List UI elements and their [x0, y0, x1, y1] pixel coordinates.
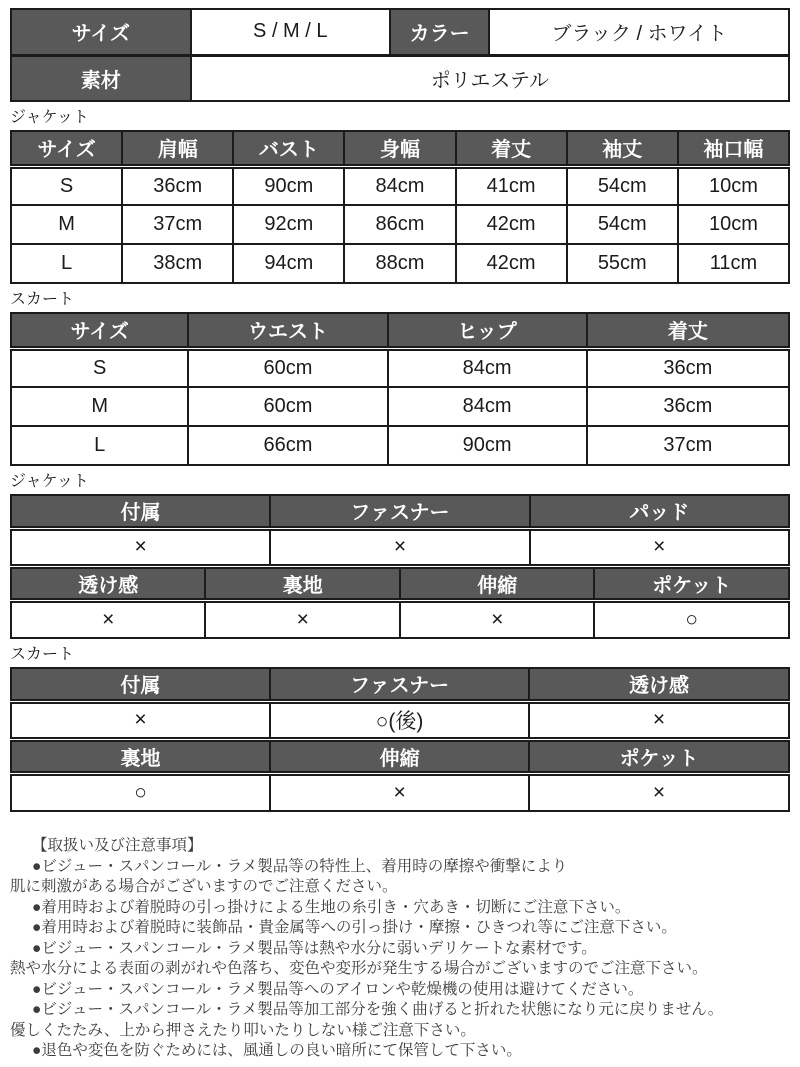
measure-cell: 55cm [567, 244, 678, 283]
measure-cell: 36cm [122, 166, 233, 205]
feature-header-cell: 付属 [11, 495, 270, 528]
material-value-cell: ポリエステル [191, 55, 789, 101]
column-header-cell: ヒップ [388, 313, 587, 348]
column-header-cell: 着丈 [587, 313, 789, 348]
measure-cell: 88cm [344, 244, 455, 283]
measure-cell: 37cm [122, 205, 233, 244]
table-row [11, 166, 789, 205]
table-row [11, 348, 789, 387]
feature-header-cell: 透け感 [11, 566, 205, 600]
measure-cell: 41cm [456, 166, 567, 205]
measure-cell: 42cm [456, 244, 567, 283]
feature-header-cell: ポケット [594, 566, 789, 600]
measure-cell: 90cm [388, 426, 587, 465]
note-line: 肌に刺激がある場合がございますのでご注意ください。 [10, 878, 398, 895]
measure-cell: 66cm [188, 426, 387, 465]
feature-value-cell: × [11, 528, 270, 566]
measure-cell: 84cm [388, 387, 587, 426]
feature-value-cell: × [270, 773, 529, 811]
measure-cell: 60cm [188, 387, 387, 426]
size-cell: L [11, 244, 122, 283]
color-value-cell: ブラック / ホワイト [489, 9, 789, 55]
note-line: 熱や水分による表面の剥がれや色落ち、変色や変形が発生する場合がございますのでご注意下さい。 [10, 960, 708, 977]
size-cell: M [11, 205, 122, 244]
measure-cell: 90cm [233, 166, 344, 205]
feature-value-cell: × [11, 600, 205, 638]
column-header-cell: サイズ [11, 313, 188, 348]
measure-cell: 54cm [567, 166, 678, 205]
measure-cell: 54cm [567, 205, 678, 244]
size-cell: S [11, 348, 188, 387]
feature-header-cell: 伸縮 [270, 739, 529, 773]
measure-cell: 84cm [388, 348, 587, 387]
note-line: ●ビジュー・スパンコール・ラメ製品等は熱や水分に弱いデリケートな素材です。 [32, 939, 597, 957]
measure-cell: 11cm [678, 244, 789, 283]
feature-value-cell: × [530, 528, 789, 566]
measure-cell: 94cm [233, 244, 344, 283]
measure-cell: 37cm [587, 426, 789, 465]
product-spec-table [10, 8, 790, 102]
measure-cell: 38cm [122, 244, 233, 283]
measure-cell: 10cm [678, 205, 789, 244]
measure-cell: 92cm [233, 205, 344, 244]
skirt-features-section-label: スカート [10, 646, 75, 663]
measure-cell: 10cm [678, 166, 789, 205]
skirt-features-table [10, 667, 790, 812]
note-line: ●ビジュー・スパンコール・ラメ製品等加工部分を強く曲げると折れた状態になり元に戻りません。 [32, 1001, 724, 1018]
column-header-cell: 着丈 [456, 131, 567, 166]
skirt-size-section-label: スカート [10, 291, 75, 308]
feature-value-cell: × [400, 600, 594, 638]
color-label-cell: カラー [390, 9, 490, 55]
table-row [11, 426, 789, 465]
jacket-size-table [10, 130, 790, 284]
feature-value-cell: × [529, 701, 789, 739]
feature-header-cell: 伸縮 [400, 566, 594, 600]
note-line: ●着用時および着脱時に装飾品・貴金属等への引っ掛け・摩擦・ひきつれ等にご注意下さい。 [32, 919, 677, 936]
care-notes-title: 【取扱い及び注意事項】 [32, 837, 203, 854]
feature-header-cell: パッド [530, 495, 789, 528]
note-line: ●ビジュー・スパンコール・ラメ製品等へのアイロンや乾燥機の使用は避けてください。 [32, 980, 644, 998]
table-row [11, 528, 789, 566]
measure-cell: 86cm [344, 205, 455, 244]
feature-header-cell: 裏地 [205, 566, 399, 600]
feature-header-cell: ファスナー [270, 495, 529, 528]
size-value-cell: S / M / L [191, 9, 390, 55]
feature-value-cell: ○ [11, 773, 270, 811]
measure-cell: 84cm [344, 166, 455, 205]
measure-cell: 42cm [456, 205, 567, 244]
feature-header-cell: 付属 [11, 668, 270, 701]
table-row [11, 701, 789, 739]
table-row [11, 244, 789, 283]
column-header-cell: サイズ [11, 131, 122, 166]
table-row [11, 387, 789, 426]
material-label-cell: 素材 [11, 55, 191, 101]
note-line: ●ビジュー・スパンコール・ラメ製品等の特性上、着用時の摩擦や衝撃により [32, 857, 568, 875]
note-line: 優しくたたみ、上から押さえたり叩いたりしない様ご注意下さい。 [10, 1021, 476, 1039]
column-header-cell: バスト [233, 131, 344, 166]
jacket-features-table [10, 494, 790, 639]
notes-lines [10, 857, 790, 1062]
jacket-size-section-label: ジャケット [10, 109, 89, 126]
jacket-features-section-label: ジャケット [10, 473, 89, 490]
feature-header-cell: ファスナー [270, 668, 529, 701]
size-label-cell: サイズ [11, 9, 191, 55]
feature-value-cell: × [11, 701, 270, 739]
feature-value-cell: × [205, 600, 399, 638]
feature-value-cell: × [270, 528, 529, 566]
column-header-cell: 袖丈 [567, 131, 678, 166]
feature-header-cell: ポケット [529, 739, 789, 773]
care-notes-section [10, 836, 790, 1062]
measure-cell: 36cm [587, 387, 789, 426]
feature-header-cell: 透け感 [529, 668, 789, 701]
feature-value-cell: ○(後) [270, 701, 529, 739]
column-header-cell: 身幅 [344, 131, 455, 166]
feature-value-cell: ○ [594, 600, 789, 638]
column-header-cell: 袖口幅 [678, 131, 789, 166]
note-line: ●着用時および着脱時の引っ掛けによる生地の糸引き・穴あき・切断にご注意下さい。 [32, 898, 631, 916]
column-header-cell: ウエスト [188, 313, 387, 348]
size-cell: S [11, 166, 122, 205]
column-header-cell: 肩幅 [122, 131, 233, 166]
size-cell: M [11, 387, 188, 426]
note-line: ●退色や変色を防ぐためには、風通しの良い暗所にて保管して下さい。 [32, 1042, 522, 1059]
feature-value-cell: × [529, 773, 789, 811]
measure-cell: 36cm [587, 348, 789, 387]
table-row [11, 773, 789, 811]
skirt-size-table [10, 312, 790, 466]
table-row [11, 205, 789, 244]
table-row [11, 600, 789, 638]
size-cell: L [11, 426, 188, 465]
feature-header-cell: 裏地 [11, 739, 270, 773]
measure-cell: 60cm [188, 348, 387, 387]
